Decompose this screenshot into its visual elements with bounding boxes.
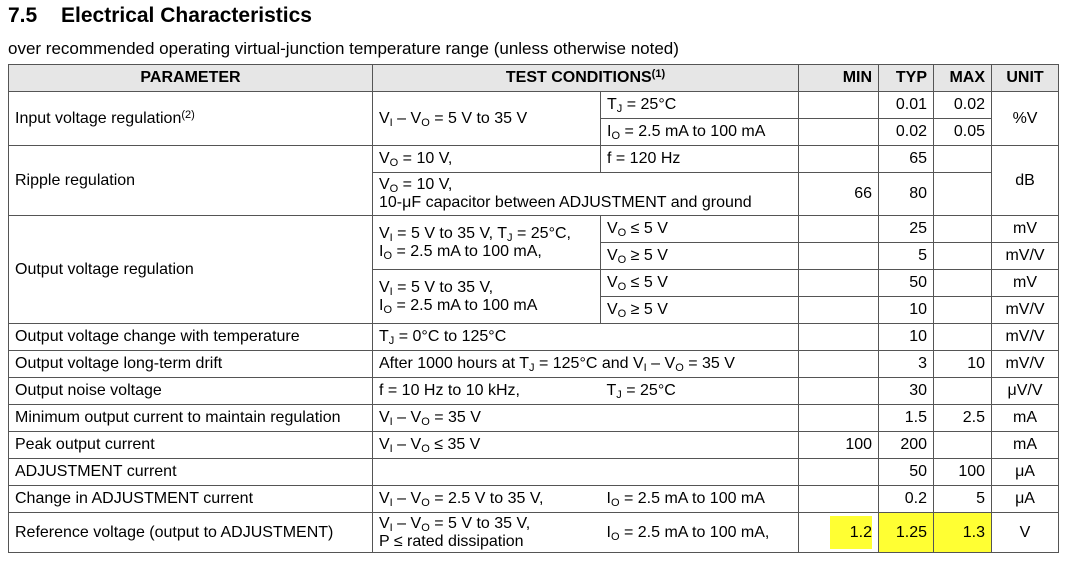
typ-value: 80	[879, 173, 934, 216]
param-output-voltage-regulation: Output voltage regulation	[9, 216, 373, 324]
unit-value: μV/V	[992, 378, 1059, 405]
cond-vo-ge-5: $V_O \ge 5$ V	[601, 297, 799, 324]
highlight-min: 1.2	[830, 516, 872, 549]
header-test-conditions: TEST CONDITIONS$^{(1)}$	[373, 65, 799, 92]
cond-ripple-capacitor: $V_O = 10$ V, 10-μF capacitor between ADJUSTMENT and ground	[373, 173, 799, 216]
max-value: 10	[934, 351, 992, 378]
max-value: 0.02	[934, 92, 992, 119]
cond-vo-le-5: $V_O \le 5$ V	[601, 216, 799, 243]
unit-value: mA	[992, 432, 1059, 459]
max-value: 2.5	[934, 405, 992, 432]
table-row	[9, 405, 1059, 432]
typ-value: 5	[879, 243, 934, 270]
max-value: 100	[934, 459, 992, 486]
typ-value: 0.02	[879, 119, 934, 146]
cond-output-reg-group1: $V_I = 5$ V to 35 V, $T_J = 25^\circ C$, $I_O = 2.5$ mA to 100 mA,	[373, 216, 601, 270]
param-noise: Output noise voltage	[9, 378, 373, 405]
table-row	[9, 92, 1059, 119]
typ-value: 10	[879, 297, 934, 324]
typ-value: 30	[879, 378, 934, 405]
param-adj-change: Change in ADJUSTMENT current	[9, 486, 373, 513]
cond-peak-current: $V_I - V_O \le 35$ V	[373, 432, 799, 459]
table-row	[9, 459, 1059, 486]
cond-ripple-freq: f = 120 Hz	[601, 146, 799, 173]
param-long-term-drift: Output voltage long-term drift	[9, 351, 373, 378]
typ-value: 25	[879, 216, 934, 243]
table-row	[9, 486, 1059, 513]
unit-value: %V	[992, 92, 1059, 146]
cond-input-reg-tj: $T_J = 25^\circ C$	[601, 92, 799, 119]
param-temp-change: Output voltage change with temperature	[9, 324, 373, 351]
cond-min-current: $V_I - V_O = 35$ V	[373, 405, 799, 432]
cond-noise-freq: f = 10 Hz to 10 kHz,	[373, 378, 601, 405]
cond-vo-ge-5: $V_O \ge 5$ V	[601, 243, 799, 270]
table-row	[9, 432, 1059, 459]
cond-drift: After 1000 hours at $T_J = 125^\circ C$ and $V_I - V_O = 35$ V	[373, 351, 799, 378]
unit-value: mV	[992, 270, 1059, 297]
unit-value: V	[992, 513, 1059, 553]
cond-ripple-vo: $V_O = 10$ V,	[373, 146, 601, 173]
unit-value: dB	[992, 146, 1059, 216]
typ-value: 0.2	[879, 486, 934, 513]
unit-value: mV/V	[992, 243, 1059, 270]
electrical-characteristics-table	[8, 64, 1059, 553]
unit-value: mV/V	[992, 351, 1059, 378]
header-unit: UNIT	[992, 65, 1059, 92]
table-row	[9, 351, 1059, 378]
param-ripple-regulation: Ripple regulation	[9, 146, 373, 216]
cond-input-reg-io: $I_O = 2.5$ mA to 100 mA	[601, 119, 799, 146]
typ-value: 0.01	[879, 92, 934, 119]
unit-value: μA	[992, 459, 1059, 486]
param-ref-voltage: Reference voltage (output to ADJUSTMENT)	[9, 513, 373, 553]
header-parameter: PARAMETER	[9, 65, 373, 92]
cond-input-reg-main: $V_I - V_O = 5$ V to 35 V	[373, 92, 601, 146]
header-max: MAX	[934, 65, 992, 92]
table-row	[9, 378, 1059, 405]
max-value: 1.3	[934, 513, 992, 553]
param-adj-current: ADJUSTMENT current	[9, 459, 373, 486]
header-row	[9, 65, 1059, 92]
typ-value: 50	[879, 270, 934, 297]
min-value: 66	[799, 173, 879, 216]
header-typ: TYP	[879, 65, 934, 92]
cond-adj-change-v: $V_I - V_O = 2.5$ V to 35 V,	[373, 486, 601, 513]
typ-value: 10	[879, 324, 934, 351]
typ-value: 1.25	[879, 513, 934, 553]
param-peak-current: Peak output current	[9, 432, 373, 459]
unit-value: mV/V	[992, 297, 1059, 324]
cond-noise-tj: $T_J = 25^\circ C$	[601, 378, 799, 405]
max-value: 5	[934, 486, 992, 513]
param-input-voltage-regulation: Input voltage regulation$^{(2)}$	[9, 92, 373, 146]
section-number: 7.5	[8, 4, 38, 27]
cond-adj-change-io: $I_O = 2.5$ mA to 100 mA	[601, 486, 799, 513]
unit-value: mV/V	[992, 324, 1059, 351]
unit-value: μA	[992, 486, 1059, 513]
min-value: 100	[799, 432, 879, 459]
header-min: MIN	[799, 65, 879, 92]
cond-ref-voltage-a: $V_I - V_O = 5$ V to 35 V, P ≤ rated dissipation	[373, 513, 601, 553]
cond-output-reg-group2: $V_I = 5$ V to 35 V, $I_O = 2.5$ mA to 100 mA	[373, 270, 601, 324]
typ-value: 3	[879, 351, 934, 378]
table-row	[9, 146, 1059, 173]
cond-temp-change: $T_J = 0^\circ C$ to 125°C	[373, 324, 799, 351]
typ-value: 50	[879, 459, 934, 486]
max-value: 0.05	[934, 119, 992, 146]
unit-value: mV	[992, 216, 1059, 243]
unit-value: mA	[992, 405, 1059, 432]
table-row	[9, 324, 1059, 351]
min-value	[799, 513, 879, 553]
section-title: Electrical Characteristics	[61, 4, 312, 27]
table-subtitle: over recommended operating virtual-junction temperature range (unless otherwise noted)	[8, 39, 679, 58]
section-heading	[8, 4, 312, 28]
typ-value: 65	[879, 146, 934, 173]
table-row	[9, 513, 1059, 553]
param-min-current: Minimum output current to maintain regulation	[9, 405, 373, 432]
typ-value: 200	[879, 432, 934, 459]
typ-value: 1.5	[879, 405, 934, 432]
cond-ref-voltage-io: $I_O = 2.5$ mA to 100 mA,	[601, 513, 799, 553]
table-row	[9, 216, 1059, 243]
cond-vo-le-5: $V_O \le 5$ V	[601, 270, 799, 297]
